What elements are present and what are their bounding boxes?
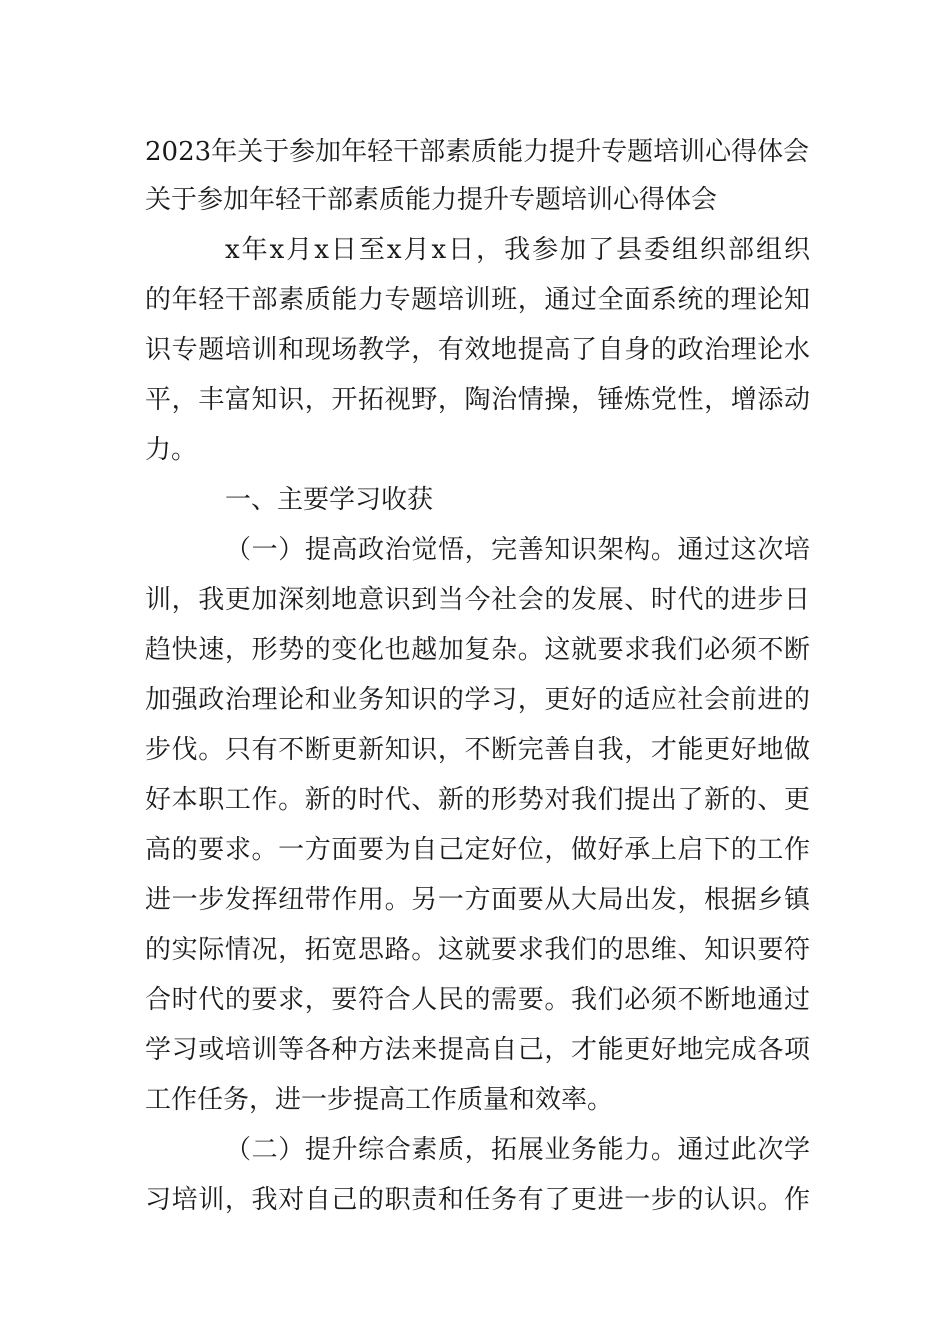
section-heading: 一、主要学习收获 xyxy=(225,485,434,515)
paragraph-line: x年x月x日至x月x日，我参加了县委组织部组织 xyxy=(225,235,810,265)
paragraph-line: 合时代的要求，要符合人民的需要。我们必须不断地通过 xyxy=(145,985,810,1015)
paragraph-line: 好本职工作。新的时代、新的形势对我们提出了新的、更 xyxy=(145,785,810,815)
paragraph-line: 高的要求。一方面要为自己定好位，做好承上启下的工作 xyxy=(145,835,810,865)
paragraph-line: 识专题培训和现场教学，有效地提高了自身的政治理论水 xyxy=(145,335,810,365)
paragraph-line: 趋快速，形势的变化也越加复杂。这就要求我们必须不断 xyxy=(145,635,810,665)
paragraph-line: 的实际情况，拓宽思路。这就要求我们的思维、知识要符 xyxy=(145,935,810,965)
paragraph-line: 步伐。只有不断更新知识，不断完善自我，才能更好地做 xyxy=(145,735,810,765)
paragraph-line: 力。 xyxy=(145,435,198,465)
paragraph-line: 训，我更加深刻地意识到当今社会的发展、时代的进步日 xyxy=(145,585,810,615)
paragraph-line: 的年轻干部素质能力专题培训班，通过全面系统的理论知 xyxy=(145,285,810,315)
paragraph-line: 进一步发挥纽带作用。另一方面要从大局出发，根据乡镇 xyxy=(145,885,810,915)
paragraph-line: （二）提升综合素质，拓展业务能力。通过此次学 xyxy=(225,1135,810,1165)
paragraph-line: 工作任务，进一步提高工作质量和效率。 xyxy=(145,1085,614,1115)
paragraph-line: 习培训，我对自己的职责和任务有了更进一步的认识。作 xyxy=(145,1185,810,1215)
document-title: 2023年关于参加年轻干部素质能力提升专题培训心得体会 xyxy=(145,137,810,167)
paragraph-line: 加强政治理论和业务知识的学习，更好的适应社会前进的 xyxy=(145,685,810,715)
document-subtitle: 关于参加年轻干部素质能力提升专题培训心得体会 xyxy=(145,185,718,215)
paragraph-line: 平，丰富知识，开拓视野，陶治情操，锤炼党性，增添动 xyxy=(145,385,810,415)
paragraph-line: 学习或培训等各种方法来提高自己，才能更好地完成各项 xyxy=(145,1035,810,1065)
paragraph-line: （一）提高政治觉悟，完善知识架构。通过这次培 xyxy=(225,535,810,565)
